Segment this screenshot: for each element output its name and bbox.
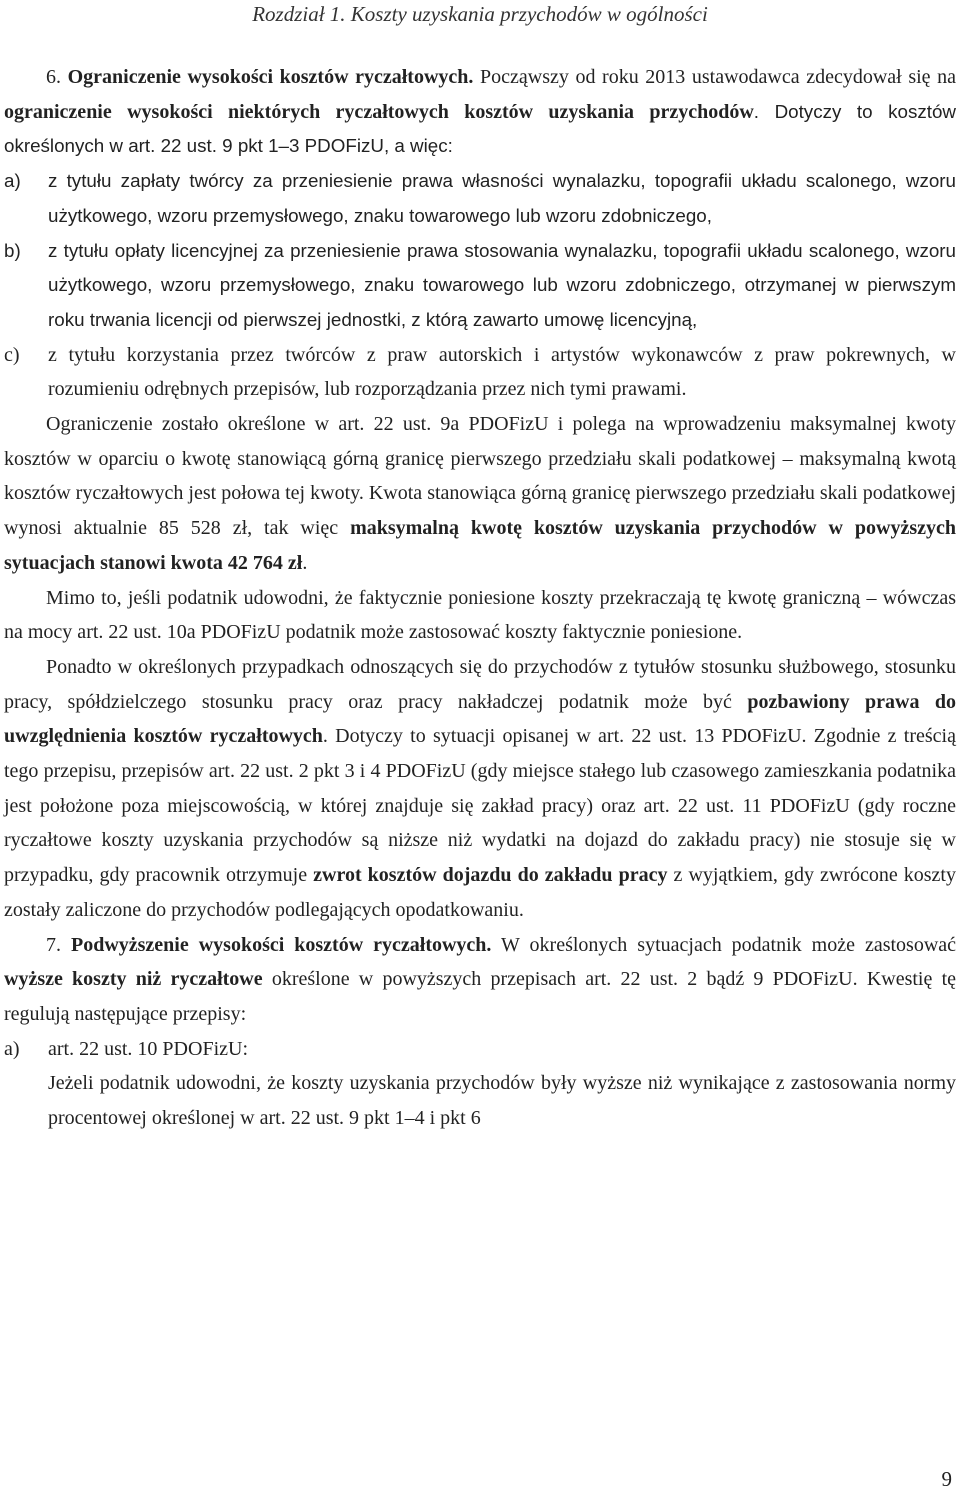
limit-text: Ograniczenie zostało określone w art. 22 ust. 9a PDOFizU i polega na wprowadzeniu maksymalnej kwoty kosztów w oparciu o kwotę stanowiącą górną granicę pierwszego przedziału skali podatkowej – maksymalną kwotą kosztów ryczałtowych jest połowa tej kwoty. Kwota stanowiąca górną granicę pierwszego przedziału skali podatkowej wynosi aktualnie 85 528 zł, tak więc	[4, 413, 956, 540]
list-item-text: z tytułu opłaty licencyjnej za przeniesienie prawa stosowania wynalazku, topografii układu scalonego, wzoru użytkowego, wzoru przemysłowego, znaku towarowego lub wzoru zdobniczego, otrzymanej w pierwszym roku trwania licencji od pierwszej jednostki, z którą zawarto umowę licencyjną,	[48, 239, 956, 330]
section-7-text-end: określone w powyższych przepisach art. 22 ust. 2 bądź 9 PDOFizU. Kwestię tę regulują następujące przepisy:	[4, 968, 956, 1025]
section-7-number: 7.	[46, 933, 71, 956]
limit-paragraph	[4, 407, 956, 581]
ponadto-bold-phrase: pozbawiony prawa do uwzględnienia kosztów ryczałtowych	[4, 690, 957, 748]
list-item-text: z tytułu korzystania przez twórców z praw autorskich i artystów wykonawców z praw pokrewnych, w rozumieniu odrębnych przepisów, lub rozporządzania przez nich tymi prawami.	[48, 343, 956, 401]
list-item-label: a)	[4, 1037, 20, 1060]
list-item-c	[4, 338, 956, 407]
list-item-label: b)	[4, 239, 21, 261]
list-item-b	[4, 234, 956, 338]
list-item-label: c)	[4, 343, 20, 366]
section-7-paragraph	[4, 928, 956, 1032]
ponadto-bold-phrase-2: zwrot kosztów dojazdu do zakładu pracy	[313, 864, 668, 887]
section-7-title: Podwyższenie wysokości kosztów ryczałtowych.	[70, 933, 492, 956]
section-7-intro-text: W określonych sytuacjach podatnik może zastosować	[491, 933, 957, 956]
limit-bold-phrase: maksymalną kwotę kosztów uzyskania przychodów w powyższych sytuacjach stanowi kwota 42 764 zł	[4, 517, 956, 574]
section-6-intro-text: Począwszy od roku 2013 ustawodawca zdecydował się na	[473, 66, 957, 88]
section-6-paragraph	[4, 60, 956, 164]
ponadto-text-middle: . Dotyczy to sytuacji opisanej w art. 22 ust. 13 PDOFizU. Zgodnie z treścią tego przepisu, przepisów art. 22 ust. 2 pkt 3 i 4 PDOFizU (gdy miejsce stałego lub czasowego zamieszkania podatnika jest położone poza miejscowością, w której znajduje się zakład pracy) oraz art. 22 ust. 11 PDOFizU (gdy roczne ryczałtowe koszty uzyskania przychodów są niższe niż wydatki na dojazd do zakładu pracy) nie stosuje się w przypadku, gdy pracownik otrzymuje	[4, 725, 956, 887]
running-header: Rozdział 1. Koszty uzyskania przychodów w ogólności	[252, 2, 708, 26]
page-number: 9	[941, 1467, 952, 1491]
list-item-text: z tytułu zapłaty twórcy za przeniesienie prawa własności wynalazku, topografii układu scalonego, wzoru użytkowego, wzoru przemysłowego, znaku towarowego lub wzoru zdobniczego,	[48, 170, 956, 226]
list-item-a	[4, 164, 956, 233]
ponadto-text: Ponadto w określonych przypadkach odnoszących się do przychodów z tytułów stosunku służbowego, stosunku pracy, spółdzielczego stosunku pracy oraz pracy nakładczej podatnik może być	[4, 655, 956, 713]
list-item-label: a)	[4, 170, 21, 192]
page-content	[4, 60, 956, 1136]
quoted-provision: Jeżeli podatnik udowodni, że koszty uzyskania przychodów były wyższe niż wynikające z zastosowania normy procentowej określonej w art. 22 ust. 9 pkt 1–4 i pkt 6	[48, 1072, 956, 1130]
ponadto-paragraph	[4, 650, 956, 928]
list-item-text: art. 22 ust. 10 PDOFizU:	[48, 1037, 248, 1060]
section-6-scope-text: . Dotyczy to kosztów określonych w art. 22 ust. 9 pkt 1–3 PDOFizU, a więc:	[4, 100, 956, 157]
limit-text-end: .	[302, 551, 308, 574]
section-6-number: 6.	[46, 66, 68, 88]
section-6-bold-phrase: ograniczenie wysokości niektórych ryczałtowych kosztów uzyskania przychodów	[4, 100, 754, 123]
section-6-title: Ograniczenie wysokości kosztów ryczałtowych.	[67, 66, 474, 88]
mimo-paragraph: Mimo to, jeśli podatnik udowodni, że faktycznie poniesione koszty przekraczają tę kwotę graniczną – wówczas na mocy art. 22 ust. 10a PDOFizU podatnik może zastosować koszty faktycznie poniesione.	[4, 586, 956, 644]
section-7-bold-phrase: wyższe koszty niż ryczałtowe	[4, 968, 263, 991]
section-7-list-item-a	[4, 1032, 956, 1067]
ponadto-text-end: z wyjątkiem, gdy zwrócone koszty zostały zaliczone do przychodów podlegających opodatkowaniu.	[4, 864, 956, 921]
